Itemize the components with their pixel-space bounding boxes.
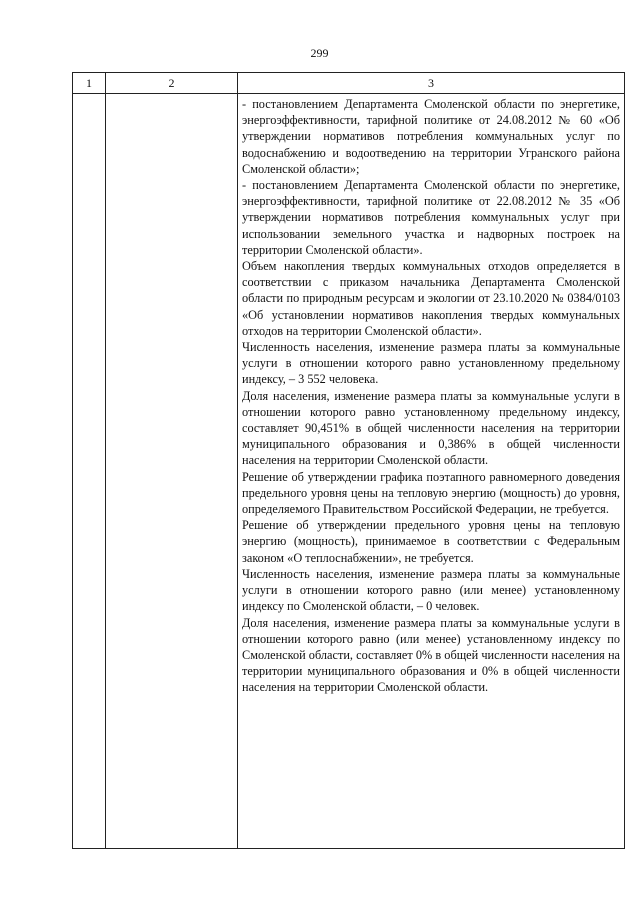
paragraph: Численность населения, изменение размера платы за коммунальные услуги в отношении которого равно установленному предельному индексу, – 3 552 человека. [242, 340, 620, 387]
column-header-3: 3 [238, 73, 625, 94]
paragraph: Доля населения, изменение размера платы за коммунальные услуги в отношении которого равно установленному предельному индексу, составляет 90,451% в общей численности населения на территории муниципального образования и 0,386% в общей численности населения на территории Смоленской области. [242, 388, 620, 468]
paragraph: Решение об утверждении предельного уровня цены на тепловую энергию (мощность), принимаемое в соответствии с Федеральным законом «О теплоснабжении», не требуется. [242, 518, 620, 565]
table-body-row [73, 94, 625, 849]
cell-column-3 [238, 94, 625, 849]
cell-column-2 [106, 94, 238, 849]
paragraph: Объем накопления твердых коммунальных отходов определяется в соответствии с приказом начальника Департамента Смоленской области по природным ресурсам и экологии от 23.10.2020 № 0384/0103 «Об установлении нормативов накопления твердых коммунальных отходов на территории Смоленской области». [242, 259, 620, 338]
column-header-2: 2 [106, 73, 238, 94]
cell-column-1 [73, 94, 106, 849]
paragraph: Решение об утверждении графика поэтапного равномерного доведения предельного уровня цены на тепловую энергию (мощность) до уровня, определяемого Правительством Российской Федерации, не требуется. [242, 469, 620, 517]
table-header-row [73, 73, 625, 94]
column-header-1: 1 [73, 73, 106, 94]
paragraph: Численность населения, изменение размера платы за коммунальные услуги в отношении которого равно (или менее) установленному индексу по Смоленской области, – 0 человек. [242, 566, 620, 614]
text-content [238, 94, 624, 696]
page-number: 299 [310, 46, 329, 60]
document-table [72, 72, 625, 849]
paragraph: - постановлением Департамента Смоленской области по энергетике, энергоэффективности, тарифной политике от 24.08.2012 № 60 «Об утверждении нормативов потребления коммунальных услуг по водоснабжению и водоотведению на территории Угранского района Смоленской области»; [242, 97, 620, 176]
paragraph: - постановлением Департамента Смоленской области по энергетике, энергоэффективности, тарифной политике от 22.08.2012 № 35 «Об утверждении нормативов потребления коммунальных услуг при использовании земельного участка и надворных построек на территории Смоленской области». [242, 178, 620, 257]
paragraph: Доля населения, изменение размера платы за коммунальные услуги в отношении которого равно (или менее) установленному индексу по Смоленской области, составляет 0% в общей численности населения на территории муниципального образования и 0% в общей численности населения на территории Смоленской области. [242, 615, 620, 695]
